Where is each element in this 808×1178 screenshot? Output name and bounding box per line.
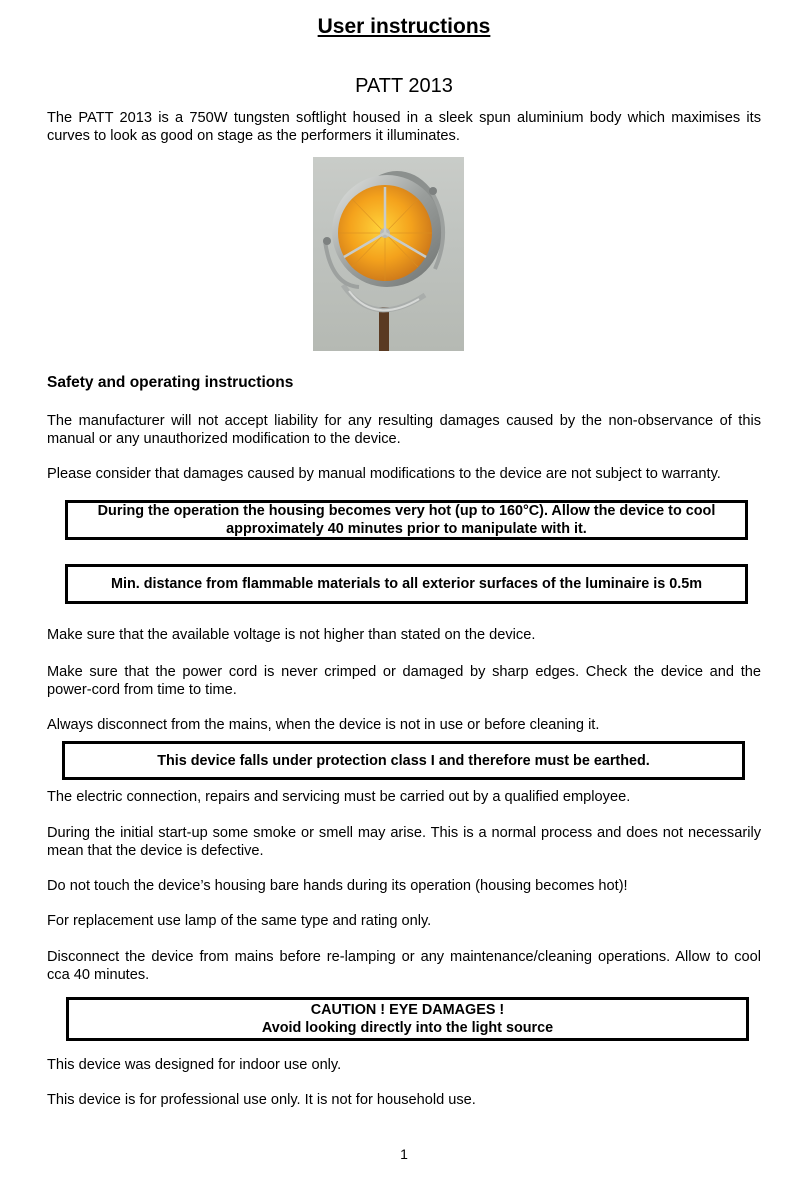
disconnect-paragraph: Always disconnect from the mains, when the device is not in use or before cleaning it. (47, 717, 600, 733)
electric-connection-paragraph: The electric connection, repairs and servicing must be carried out by a qualified employee. (47, 789, 631, 805)
warranty-paragraph: Please consider that damages caused by manual modifications to the device are not subject to warranty. (47, 466, 721, 482)
housing-touch-paragraph: Do not touch the device’s housing bare hands during its operation (housing becomes hot)! (47, 878, 628, 894)
hot-housing-warning-line-1: During the operation the housing becomes very hot (up to 160°C). Allow the device to cool (97, 503, 716, 519)
hot-housing-warning (65, 500, 748, 540)
indoor-use-paragraph: This device was designed for indoor use only. (47, 1057, 342, 1073)
eye-damage-caution (66, 997, 749, 1041)
flammable-distance-warning-text: Min. distance from flammable materials to all exterior surfaces of the luminaire is 0.5m (110, 576, 702, 592)
section-heading: Safety and operating instructions (47, 374, 294, 391)
document-title: User instructions (317, 15, 491, 38)
liability-paragraph: The manufacturer will not accept liability for any resulting damages caused by the non-observance of this manual or any unauthorized modification to the device. (47, 413, 761, 447)
relamping-paragraph: Disconnect the device from mains before re-lamping or any maintenance/cleaning operations. Allow to cool cca 40 minutes. (47, 949, 761, 983)
page-number: 1 (400, 1146, 408, 1162)
flammable-distance-warning (65, 564, 748, 604)
power-cord-paragraph: Make sure that the power cord is never crimped or damaged by sharp edges. Check the device and the power-cord from time to time. (47, 664, 761, 698)
earthing-warning (62, 741, 745, 780)
professional-use-paragraph: This device is for professional use only. It is not for household use. (47, 1092, 476, 1108)
earthing-warning-text: This device falls under protection class I and therefore must be earthed. (157, 752, 650, 769)
eye-damage-caution-line-2: Avoid looking directly into the light source (261, 1020, 554, 1036)
hot-housing-warning-line-2: approximately 40 minutes prior to manipulate with it. (226, 521, 587, 537)
eye-damage-caution-line-1: CAUTION ! EYE DAMAGES ! (310, 1002, 505, 1018)
startup-smoke-paragraph: During the initial start-up some smoke or smell may arise. This is a normal process and does not necessarily mean that the device is defective. (47, 825, 761, 859)
product-title: PATT 2013 (355, 75, 453, 97)
replacement-lamp-paragraph: For replacement use lamp of the same type and rating only. (47, 913, 432, 929)
product-photo (313, 157, 464, 351)
voltage-paragraph: Make sure that the available voltage is not higher than stated on the device. (47, 627, 536, 643)
luminaire-illustration (313, 157, 464, 351)
intro-paragraph: The PATT 2013 is a 750W tungsten softlight housed in a sleek spun aluminium body which maximises its curves to look as good on stage as the performers it illuminates. (47, 110, 761, 144)
